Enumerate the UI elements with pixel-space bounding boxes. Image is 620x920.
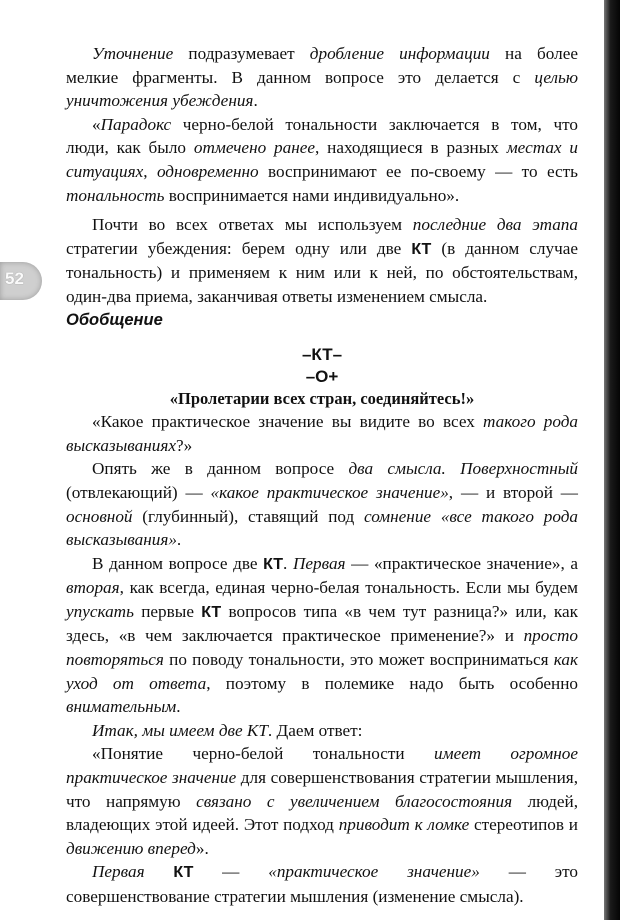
- text-run: последние два этапа: [412, 215, 578, 235]
- paragraph-p2: [66, 113, 578, 207]
- text-run: «Какое практическое значение вы видите во всех: [92, 412, 484, 432]
- text-run: Почти во всех ответах мы используем: [92, 215, 413, 235]
- text-run: .: [176, 530, 182, 550]
- text-run: сомнение «все такого рода высказывания»: [66, 506, 578, 550]
- intro-paragraphs: [66, 42, 578, 309]
- text-run: КТ: [173, 864, 194, 882]
- text-run: КТ: [201, 603, 222, 621]
- paragraph-p1: [66, 42, 578, 113]
- page-number-tab: [0, 262, 42, 300]
- paragraph-p4: [66, 410, 578, 457]
- text-run: , поэтому в полемике надо быть особенно: [206, 673, 578, 693]
- text-run: просто повторяться: [66, 626, 578, 670]
- text-run: .: [283, 553, 293, 573]
- text-run: местах и ситуациях: [66, 138, 578, 181]
- paragraph-p5: [66, 457, 578, 551]
- text-run: стереотипов и: [469, 815, 578, 835]
- symbol-line-o: –О+: [305, 367, 339, 387]
- text-run: отмечено ранее: [193, 138, 316, 158]
- text-run: как уход от ответа: [66, 650, 578, 693]
- text-run: Опять же в данном вопросе: [92, 459, 349, 479]
- text-run: , находящиеся в разных: [315, 138, 507, 158]
- text-run: целью уничтожения убеждения: [66, 67, 578, 111]
- text-run: одновременно: [156, 161, 259, 181]
- text-run: людей, владеющих этой идеей. Этот подход: [66, 791, 578, 835]
- text-run: .: [176, 697, 181, 717]
- text-run: стратегии убеждения: берем одну или две: [66, 238, 412, 258]
- paragraph-p8: [66, 742, 578, 860]
- text-run: В данном вопросе две: [92, 553, 264, 573]
- section-heading: Обобщение: [66, 310, 163, 329]
- paragraph-p9: [66, 860, 578, 908]
- text-run: воспринимается нами индивидуально».: [164, 185, 460, 205]
- text-run: воспринимают ее по-своему — то есть: [258, 161, 578, 181]
- text-run: «какое практическое значение»: [210, 482, 449, 502]
- text-run: тональность: [66, 185, 165, 205]
- text-run: по поводу тональности, это может восприниматься: [163, 650, 554, 670]
- text-run: , — и второй —: [448, 482, 578, 502]
- text-run: , как всегда, единая черно-белая тональность. Если мы будем: [119, 578, 578, 598]
- text-run: вторая: [66, 578, 120, 598]
- paragraph-p6: [66, 552, 578, 719]
- text-run: — это совершенствование стратегии мышления (изменение смысла).: [66, 862, 578, 906]
- text-run: — «практическое значение», а: [345, 553, 579, 573]
- text-run: (отвлекающий) —: [66, 482, 211, 502]
- text-run: внимательным: [66, 697, 177, 717]
- text-run: Первая: [292, 553, 346, 573]
- text-run: связано с увеличением благосостояния: [196, 791, 513, 811]
- text-run: Уточнение: [92, 44, 174, 63]
- text-run: вопросов типа «в чем тут разница?» или, как здесь, «в чем заключается практическое применение?» и: [66, 601, 579, 646]
- text-run: подразумевает: [173, 44, 310, 63]
- text-run: «Понятие черно-белой тональности: [92, 744, 435, 764]
- text-run: имеет огромное практическое значение: [66, 744, 578, 788]
- page-body: [66, 42, 578, 909]
- text-run: Итак, мы имеем две КТ: [92, 720, 268, 740]
- text-run: Парадокс: [100, 114, 172, 134]
- text-run: [145, 862, 174, 881]
- text-run: движению вперед: [66, 838, 196, 858]
- slogan: «Пролетарии всех стран, соединяйтесь!»: [169, 389, 475, 409]
- text-run: (глубинный), ставящий под: [132, 506, 365, 526]
- text-run: КТ: [263, 555, 284, 573]
- text-run: —: [193, 862, 269, 882]
- text-run: КТ: [411, 240, 432, 258]
- paragraph-p7: [66, 719, 578, 743]
- text-run: ,: [143, 161, 157, 181]
- paragraph-p3: [66, 213, 578, 308]
- text-run: ?»: [175, 435, 193, 455]
- text-run: для совершенствования стратегии мышления, что напрямую: [66, 768, 578, 811]
- text-run: Первая: [92, 862, 145, 882]
- symbol-line-kt: –КТ–: [301, 345, 343, 365]
- text-run: первые: [133, 601, 202, 621]
- text-run: «практическое значение»: [268, 862, 480, 882]
- text-run: два смысла. Поверхностный: [348, 459, 578, 479]
- text-run: на более мелкие фрагменты. В данном вопросе это делается с: [66, 44, 578, 87]
- text-run: .: [253, 91, 258, 111]
- text-run: ».: [195, 838, 209, 858]
- text-run: приводит к ломке: [338, 815, 470, 835]
- text-run: дробление информации: [309, 44, 490, 63]
- text-run: . Даем ответ:: [267, 720, 363, 740]
- text-run: основной: [66, 506, 133, 526]
- text-run: черно-белой тональности заключается в том, что люди, как было: [66, 114, 578, 158]
- body-paragraphs: [66, 410, 578, 908]
- page-edge-shadow: [604, 0, 620, 920]
- text-run: «: [92, 114, 101, 134]
- text-run: упускать: [66, 601, 134, 621]
- page-number: 52: [5, 269, 24, 288]
- text-run: такого рода высказываниях: [66, 412, 578, 455]
- text-run: (в данном случае тональность) и применяем к ним или к ней, по обстоятельствам, один-два приема, заканчивая ответы изменением смысла.: [66, 238, 579, 306]
